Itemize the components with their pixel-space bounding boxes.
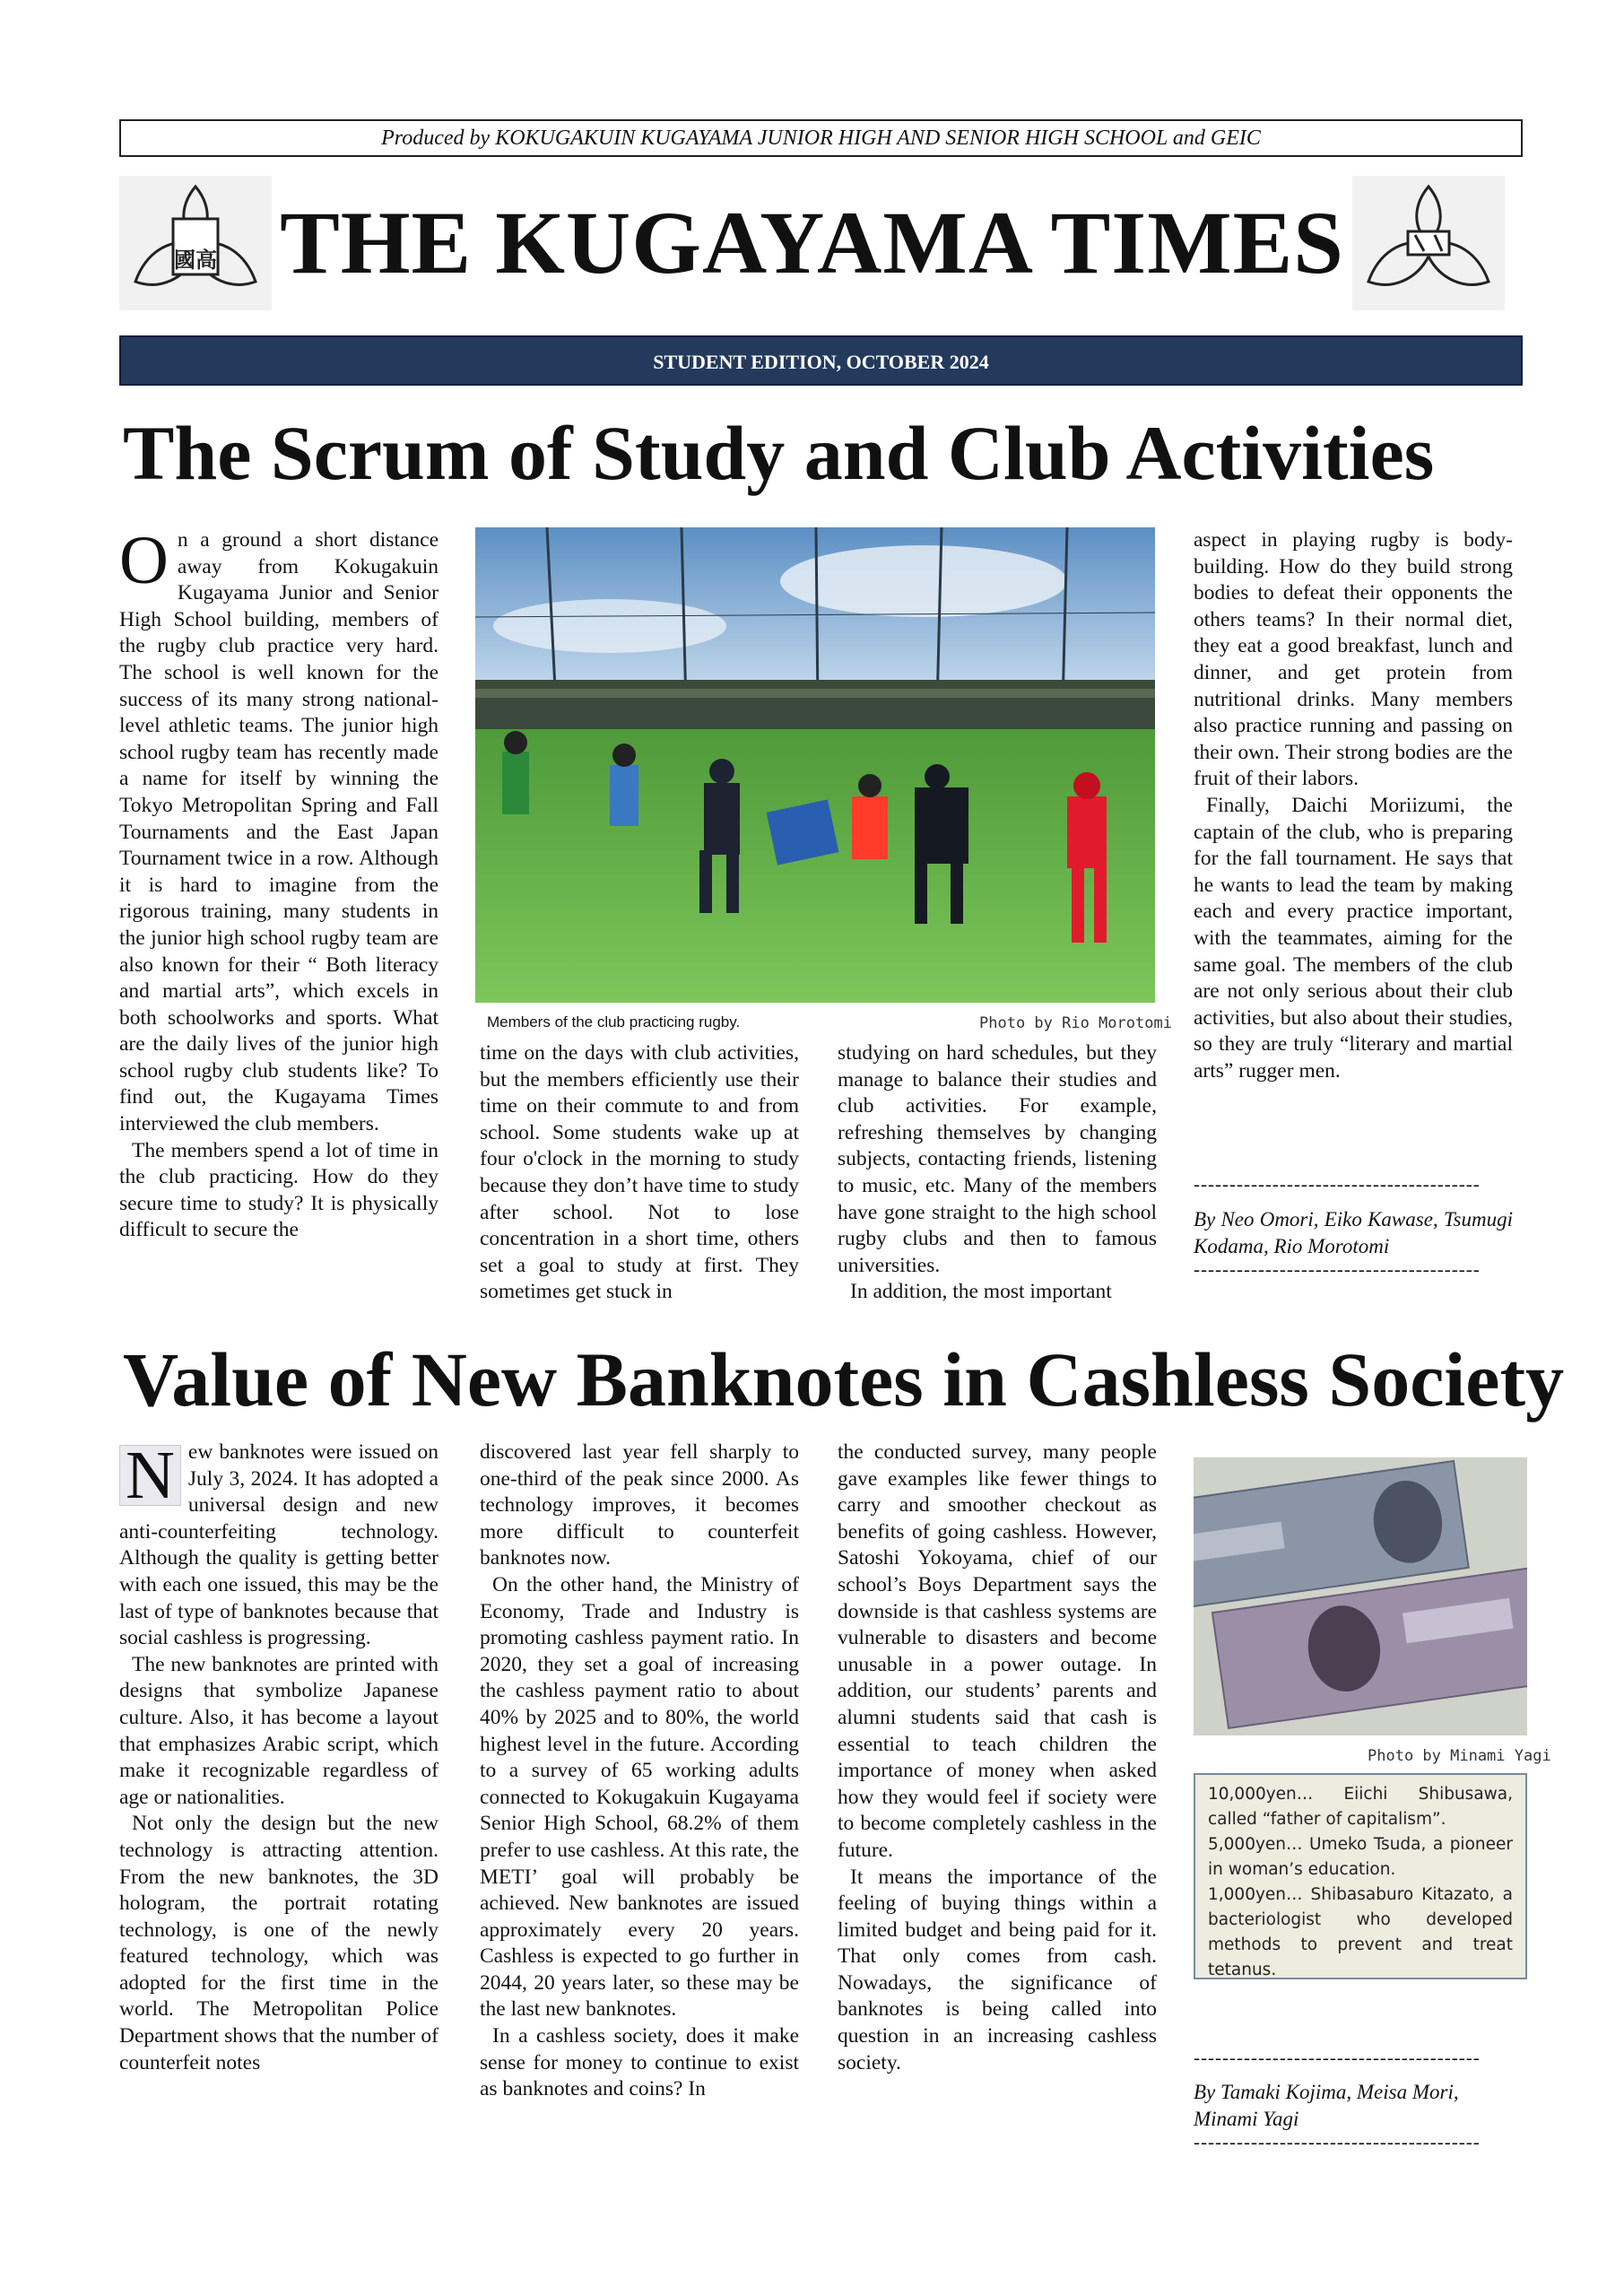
article1-column-3 xyxy=(838,1040,1157,1306)
article1-divider-bottom: ---------------------------------------- xyxy=(1194,1258,1481,1280)
article1-divider-top: ---------------------------------------- xyxy=(1194,1173,1481,1195)
article2-col1-lead: ew banknotes were issued on July 3, 2024. It has adopted a universal design and new anti-counterfeiting technology. Although the quality is getting better with each one issued, this may be the last of type of banknotes because that social cashless is progressing. xyxy=(119,1440,439,1650)
producer-banner: Produced by KOKUGAKUIN KUGAYAMA JUNIOR HIGH AND SENIOR HIGH SCHOOL and GEIC xyxy=(119,119,1523,157)
note-5000yen: 5,000yen… Umeko Tsuda, a pioneer in woman’s education. xyxy=(1208,1835,1513,1879)
article1-column-1 xyxy=(119,523,439,1244)
article1-col3-paragraph-2: In addition, the most important xyxy=(850,1280,1112,1304)
article1-col4-paragraph-1: aspect in playing rugby is body-building. How do they build strong bodies to defeat their opponents the others teams? In their normal diet, they eat a good breakfast, lunch and dinner, and get protein from nutritional drinks. Many members also practice running and passing on their own. Their strong bodies are the fruit of their labors. xyxy=(1194,528,1513,791)
masthead-title: THE KUGAYAMA TIMES xyxy=(280,193,1344,292)
article2-col2-paragraph-3: In a cashless society, does it make sense for money to continue to exist as banknotes and coins? In xyxy=(480,2024,799,2101)
article2-col2-paragraph-1: discovered last year fell sharply to one-third of the peak since 2000. As technology improves, it becomes more difficult to counterfeit banknotes now. xyxy=(480,1440,799,1570)
article1-col1-lead: n a ground a short distance away from Kokugakuin Kugayama Junior and Senior High School building, members of the rugby club practice very hard. The school is well known for the success of its many strong national-level athletic teams. The junior high school rugby team has recently made a name for itself by winning the Tokyo Metropolitan Spring and Fall Tournaments and the East Japan Tournament twice in a row. Although it is hard to imagine from the rigorous training, many students in the junior high school rugby team are also known for their “ Both literacy and martial arts”, which excels in both schoolworks and sports. What are the daily lives of the junior high school rugby club students like? To find out, the Kugayama Times interviewed the club members. xyxy=(119,528,439,1136)
crest-text: 國高 xyxy=(174,248,217,273)
article2-col3-paragraph-1: the conducted survey, many people gave examples like fewer things to carry and smoother checkout as benefits of going cashless. However, Satoshi Yokoyama, chief of our school’s Boys Department says the downside is that cashless systems are vulnerable to disasters and become unusable in a power outage. In addition, our students’ parents and alumni students said that cash is essential to teach children the importance of money when asked how they would feel if society were to become completely cashless in the future. xyxy=(838,1440,1157,1862)
rugby-photo xyxy=(475,527,1155,1003)
article1-col4-paragraph-2: Finally, Daichi Moriizumi, the captain of the club, who is preparing for the fall tournament. He says that he wants to lead the team by making each and every practice important, with the teammates, aiming for the same goal. The members of the club are not only serious about their club activities, but also about their studies, so they are truly “literary and martial arts” rugger men. xyxy=(1194,793,1513,1083)
article2-column-1 xyxy=(119,1439,439,2076)
banknotes-photo-credit: Photo by Minami Yagi xyxy=(1368,1747,1551,1765)
article1-col3-paragraph-1: studying on hard schedules, but they manage to balance their studies and club activities. For example, refreshing themselves by changing subjects, contacting friends, listening to music, etc. Many of the members have gone straight to the high school rugby clubs and then to famous universities. xyxy=(838,1041,1157,1277)
article1-byline: By Neo Omori, Eiko Kawase, Tsumugi Kodama, Rio Morotomi xyxy=(1194,1208,1513,1257)
article2-byline: By Tamaki Kojima, Meisa Mori, Minami Yagi xyxy=(1194,2081,1459,2130)
note-1000yen: 1,000yen… Shibasaburo Kitazato, a bacteriologist who developed methods to prevent and treat tetanus. xyxy=(1208,1885,1513,1979)
note-10000yen: 10,000yen… Eiichi Shibusawa, called “father of capitalism”. xyxy=(1208,1785,1513,1829)
banknote-portraits-box xyxy=(1194,1773,1527,1979)
article1-headline: The Scrum of Study and Club Activities xyxy=(123,410,1435,496)
article2-col1-paragraph-3: Not only the design but the new technology is attracting attention. From the new banknotes, the 3D hologram, the portrait rotating technology, is one of the newly featured technology, which was adopted for the first time in the world. The Metropolitan Police Department shows that the number of counterfeit notes xyxy=(119,1812,439,2074)
rugby-photo-credit: Photo by Rio Morotomi xyxy=(979,1014,1172,1032)
article1-column-2 xyxy=(480,1040,799,1306)
school-crest-left xyxy=(119,176,272,310)
article1-col1-paragraph: The members spend a lot of time in the club practicing. How do they secure time to study? It is physically difficult to secure the xyxy=(119,1138,439,1242)
article2-col2-paragraph-2: On the other hand, the Ministry of Economy, Trade and Industry is promoting cashless payment ratio. In 2020, they set a goal of increasing the cashless payment ratio to about 40% by 2025 and to 80%, the world highest level in the future. According to a survey of 65 working adults connected to Kokugakuin Kugayama Senior High School, 68.2% of them prefer to use cashless. At this rate, the METI’ goal will probably be achieved. New banknotes are issued approximately every 20 years. Cashless is expected to go further in 2044, 20 years later, so these may be the last new banknotes. xyxy=(480,1572,799,2022)
article2-divider-top: ---------------------------------------- xyxy=(1194,2047,1481,2068)
article2-headline: Value of New Banknotes in Cashless Society xyxy=(123,1336,1565,1422)
school-crest-right xyxy=(1352,176,1505,310)
article1-dropcap: O xyxy=(119,523,169,598)
rugby-photo-caption: Members of the club practicing rugby. xyxy=(487,1013,741,1031)
article2-col1-paragraph-2: The new banknotes are printed with designs that symbolize Japanese culture. Also, it has become a layout that emphasizes Arabic script, which make it recognizable regardless of age or nationalities. xyxy=(119,1652,439,1809)
article2-column-3 xyxy=(838,1439,1157,2076)
masthead xyxy=(119,176,1505,310)
article2-dropcap: N xyxy=(119,1445,181,1506)
edition-bar: STUDENT EDITION, OCTOBER 2024 xyxy=(119,335,1523,386)
article2-column-2 xyxy=(480,1439,799,2103)
article1-col2-paragraph: time on the days with club activities, but the members efficiently use their time on their commute to and from school. Some students wake up at four o'clock in the morning to study because they don’t have time to study after school. Not to lose concentration in a short time, others set a goal to study at first. They sometimes get stuck in xyxy=(480,1041,799,1304)
article1-column-4 xyxy=(1194,527,1513,1084)
article2-col3-paragraph-2: It means the importance of the feeling of buying things within a limited budget and being paid for it. That only comes from cash. Nowadays, the significance of banknotes is being called into question in an increasing cashless society. xyxy=(838,1865,1157,2074)
article2-divider-bottom: ---------------------------------------- xyxy=(1194,2131,1481,2152)
banknotes-photo xyxy=(1194,1457,1527,1735)
